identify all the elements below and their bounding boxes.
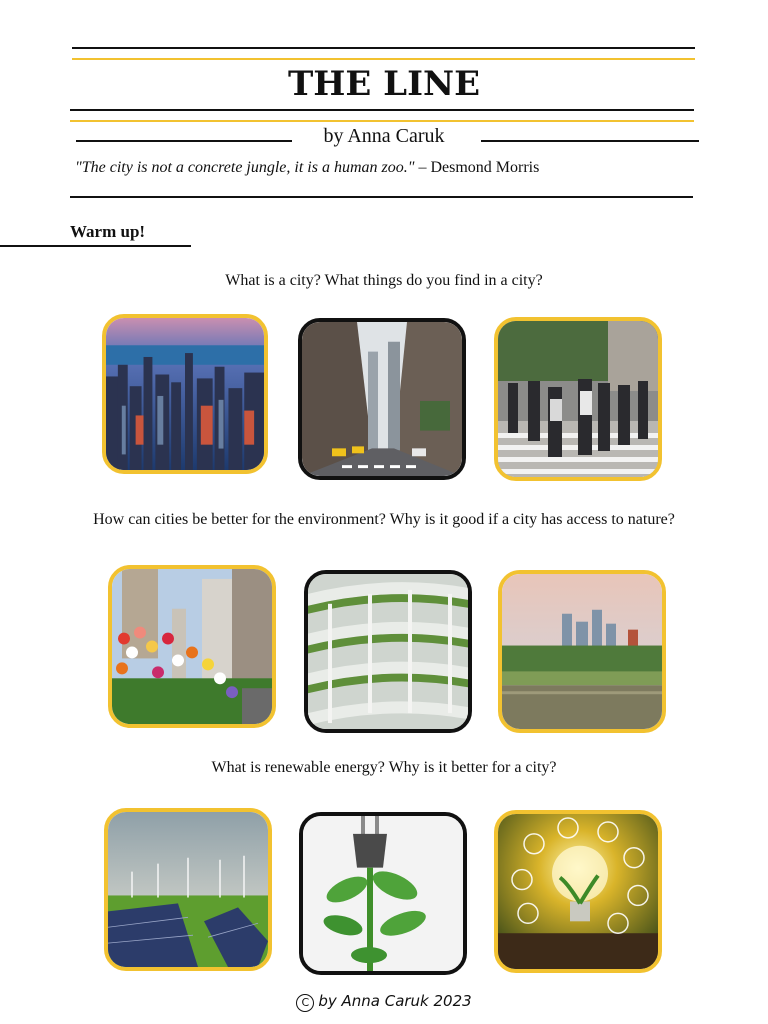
- plug-leaf-image: [303, 816, 463, 971]
- photo-green-bulb: [494, 810, 662, 973]
- epigraph: [75, 159, 539, 177]
- copyright-icon: C: [296, 994, 314, 1012]
- quote-text: "The city is not a concrete jungle, it is a human zoo.": [75, 159, 415, 176]
- photo-green-building: [304, 570, 472, 733]
- riverside-image: [502, 574, 662, 729]
- question-3: What is renewable energy? Why is it better for a city?: [211, 759, 557, 776]
- street-image: [302, 322, 462, 476]
- question-2: How can cities be better for the environment? Why is it good if a city has access to nature?: [93, 511, 675, 528]
- photo-plug-leaf: [299, 812, 467, 975]
- top-rule-yellow: [72, 58, 695, 60]
- quote-author: – Desmond Morris: [414, 159, 540, 176]
- photo-solar-wind: [104, 808, 272, 971]
- green-bulb-image: [498, 814, 658, 969]
- crosswalk-image: [498, 321, 658, 477]
- green-building-image: [308, 574, 468, 729]
- photo-tulips-city: [108, 565, 276, 728]
- solar-wind-image: [108, 812, 268, 967]
- byline: [0, 125, 768, 148]
- author-name: by Anna Caruk: [309, 125, 458, 147]
- question-1: What is a city? What things do you find in a city?: [225, 272, 543, 289]
- photo-riverside-city: [498, 570, 666, 733]
- section-underline: [0, 245, 191, 247]
- photo-city-skyline: [102, 314, 268, 474]
- top-rule-black: [72, 47, 695, 49]
- page-title: THE LINE: [288, 64, 480, 104]
- tulips-image: [112, 569, 272, 724]
- title-rule-black: [70, 109, 694, 111]
- section-heading: Warm up!: [70, 222, 146, 241]
- footer-text: by Anna Caruk 2023: [318, 992, 472, 1010]
- photo-city-crosswalk: [494, 317, 662, 481]
- title-rule-yellow: [70, 120, 694, 122]
- quote-rule: [70, 196, 693, 198]
- skyline-image: [106, 318, 264, 470]
- photo-city-street: [298, 318, 466, 480]
- footer: [0, 992, 768, 1012]
